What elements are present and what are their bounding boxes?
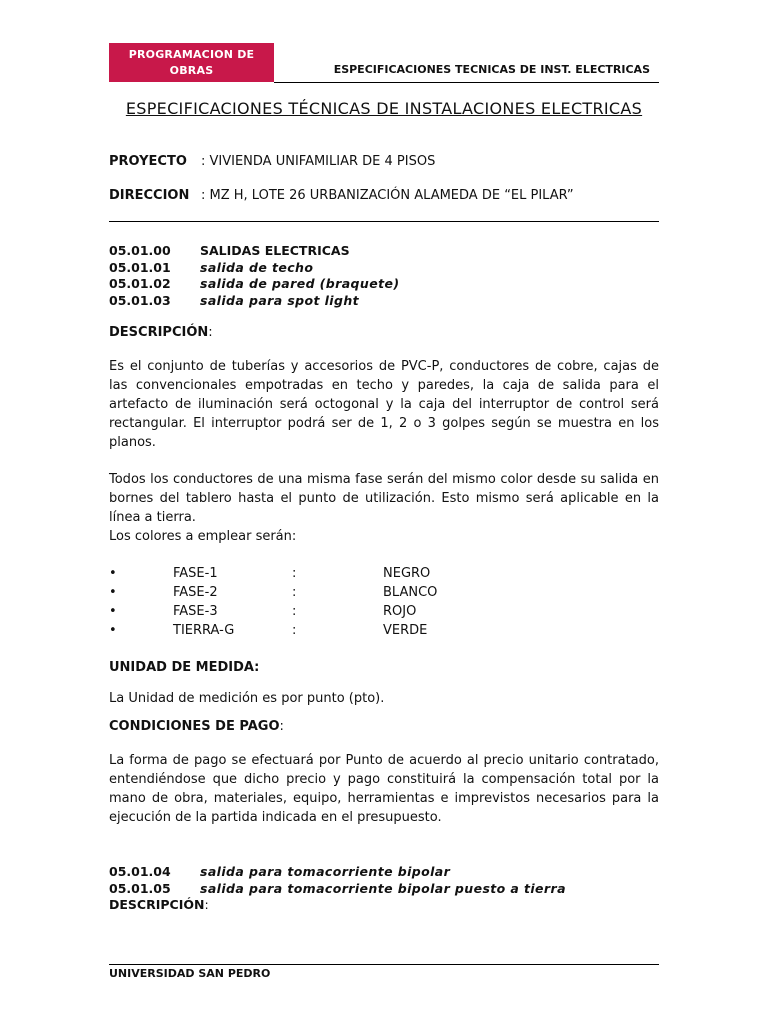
item-list-2 [109, 864, 566, 914]
descripcion-heading-2-text: DESCRIPCIÓN [109, 897, 205, 912]
item-desc: SALIDAS ELECTRICAS [200, 243, 350, 258]
bullet-icon: • [109, 585, 117, 600]
section-divider [109, 221, 659, 222]
item-code: 05.01.04 [109, 864, 171, 879]
item-row [109, 881, 566, 898]
description-paragraph-2: Todos los conductores de una misma fase serán del mismo color desde su salida en bornes del tablero hasta el punto de utilización. Esto mismo será aplicable en la línea a tierra. [109, 472, 659, 525]
footer-text: UNIVERSIDAD SAN PEDRO [109, 967, 271, 980]
item-row [109, 864, 566, 881]
bullet-icon: • [109, 623, 117, 638]
address-value: : MZ H, LOTE 26 URBANIZACIÓN ALAMEDA DE “EL PILAR” [201, 188, 574, 203]
item-desc: salida de pared (braquete) [200, 276, 400, 291]
item-desc: salida para spot light [200, 292, 360, 308]
phase-name: FASE-2 [173, 585, 218, 600]
item-row [109, 276, 399, 293]
descripcion-heading-2 [109, 897, 566, 914]
phase-color: NEGRO [383, 566, 431, 581]
pago-colon: : [279, 719, 284, 734]
project-label: PROYECTO [109, 154, 187, 169]
item-desc: salida para tomacorriente bipolar puesto a tierra [200, 880, 566, 896]
pago-heading-text: CONDICIONES DE PAGO [109, 719, 280, 734]
item-desc: salida de techo [200, 259, 314, 275]
address-row [109, 188, 574, 203]
unidad-heading: UNIDAD DE MEDIDA: [109, 660, 260, 675]
project-row [109, 154, 435, 169]
item-code: 05.01.02 [109, 276, 171, 291]
header-badge-line1: PROGRAMACION DE [128, 48, 255, 61]
descripcion-heading-text: DESCRIPCIÓN [109, 325, 209, 340]
phase-color: BLANCO [383, 585, 438, 600]
document-title: ESPECIFICACIONES TÉCNICAS DE INSTALACIONES ELECTRICAS [125, 99, 643, 118]
phase-name: FASE-1 [173, 566, 218, 581]
separator: : [292, 604, 297, 619]
item-code: 05.01.00 [109, 243, 171, 258]
project-value: : VIVIENDA UNIFAMILIAR DE 4 PISOS [201, 154, 436, 169]
header-badge-line2: OBRAS [169, 64, 214, 77]
pago-text: La forma de pago se efectuará por Punto de acuerdo al precio unitario contratado, entendiéndose que dicho precio y pago constituirá la compensación total por la mano de obra, materiales, equipo, herramientas e imprevistos necesarios para la ejecución de la partida indicada en el presupuesto. [109, 753, 659, 825]
description-paragraph-3: Los colores a emplear serán: [109, 529, 297, 544]
separator: : [292, 585, 297, 600]
item-row [109, 293, 399, 310]
item-code: 05.01.05 [109, 880, 171, 896]
descripcion-colon: : [208, 325, 213, 340]
separator: : [292, 623, 297, 638]
separator: : [292, 566, 297, 581]
description-paragraph-1: Es el conjunto de tuberías y accesorios de PVC-P, conductores de cobre, cajas de las convencionales empotradas en techo y paredes, la caja de salida para el artefacto de iluminación será octogonal y la caja del interruptor de control será rectangular. El interruptor podrá ser de 1, 2 o 3 golpes según se muestra en los planos. [109, 359, 659, 450]
address-label: DIRECCION [109, 188, 190, 203]
bullet-icon: • [109, 566, 117, 581]
descripcion-heading [109, 325, 213, 340]
header-title: ESPECIFICACIONES TECNICAS DE INST. ELECTRICAS [333, 63, 650, 76]
phase-name: FASE-3 [173, 604, 218, 619]
item-row [109, 260, 399, 277]
phase-color: ROJO [383, 604, 417, 619]
item-code: 05.01.03 [109, 292, 171, 308]
pago-heading [109, 719, 284, 734]
item-code: 05.01.01 [109, 259, 171, 275]
header-badge [109, 43, 274, 82]
phase-color: VERDE [383, 623, 428, 638]
unidad-text: La Unidad de medición es por punto (pto). [109, 691, 385, 706]
descripcion-2-colon: : [204, 897, 209, 912]
bullet-icon: • [109, 604, 117, 619]
header-rule [274, 82, 659, 83]
item-desc: salida para tomacorriente bipolar [200, 864, 451, 879]
item-list [109, 243, 399, 309]
footer-rule [109, 964, 659, 965]
phase-name: TIERRA-G [173, 623, 235, 638]
item-row [109, 243, 399, 260]
